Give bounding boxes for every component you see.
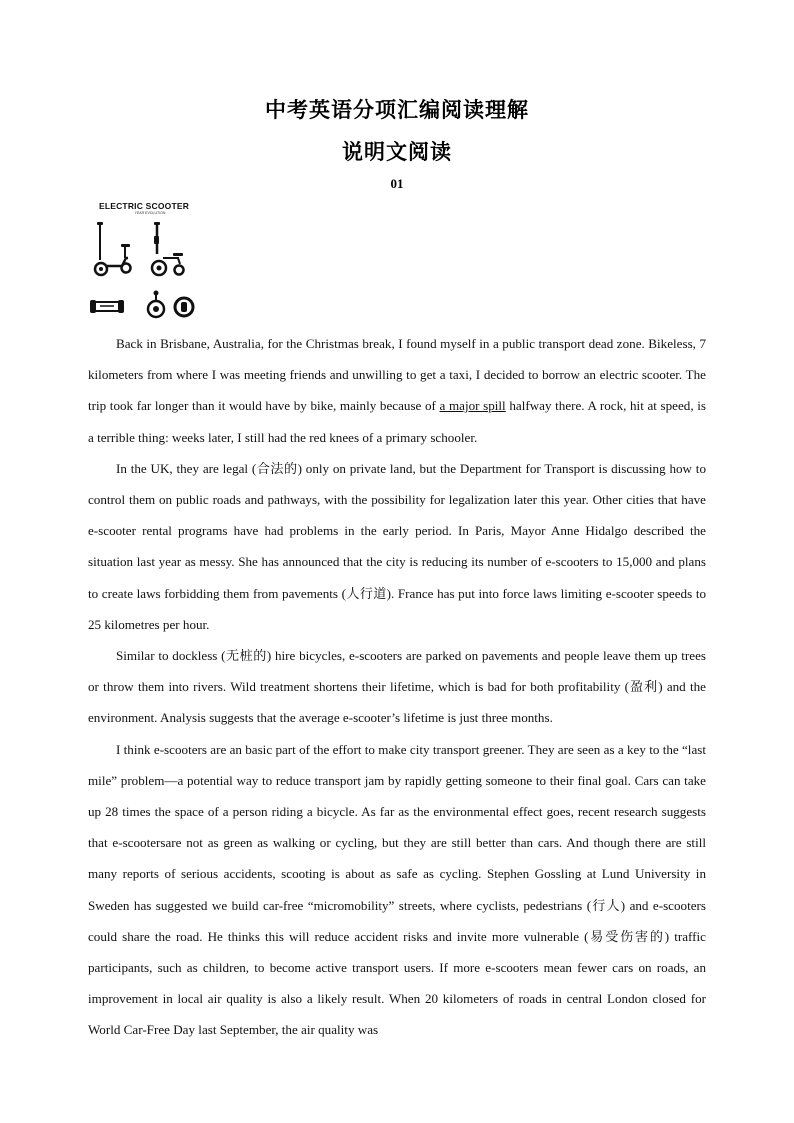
document-title: 中考英语分项汇编阅读理解 [265,97,529,122]
section-number: 01 [390,176,404,191]
paragraph-text: Back in Brisbane, Australia, for the Christmas break, I found myself in a public transport dead zone. Bikeless, 7 kilometers from where I was meeting friends and unwilling to get a taxi, I decided to borrow an electric scooter. The trip took far longer than it would have by bike, mainly because of [88,336,706,414]
electric-scooter-illustration [88,198,200,324]
paragraph: Similar to dockless (无桩的) hire bicycles, e-scooters are parked on pavements and people leave them up trees or throw them into rivers. Wild treatment shortens their lifetime, which is bad for both profitability (盈利) and the environment. Analysis suggests that the average e-scooter’s lifetime is just three months. [88,648,706,726]
paragraph: In the UK, they are legal (合法的) only on private land, but the Department for Transport is discussing how to control them on public roads and pathways, with the possibility for legalization later this year. Other cities that have e-scooter rental programs have had problems in the early period. In Paris, Mayor Anne Hidalgo described the situation last year as messy. She has announced that the city is reducing its number of e-scooters to 15,000 and plans to create laws forbidding them from pavements (人行道). France has put into force laws limiting e-scooter speeds to 25 kilometres per hour. [88,460,706,632]
paragraph-text: halfway there. A rock, hit at speed, is a terrible thing: weeks later, I still had the red knees of a primary schooler. [88,398,706,445]
underlined-phrase: a major spill [439,398,506,414]
paragraph: I think e-scooters are an basic part of the effort to make city transport greener. They are seen as a key to the “last mile” problem—a potential way to reduce transport jam by rapidly getting someone to their final goal. Cars can take up 28 times the space of a person riding a bicycle. As far as the environmental effect goes, recent research suggests that e-scootersare not as green as walking or cycling, but they are still better than cars. And though there are still many reports of serious accidents, scooting is about as safe as cycling. Stephen Gossling at Lund University in Sweden has suggested we build car-free “micromobility” streets, where cyclists, pedestrians (行人) and e-scooters could share the road. He thinks this will reduce accident risks and invite more vulnerable (易受伤害的) traffic participants, such as children, to become active transport users. If more e-scooters mean fewer cars on roads, an improvement in local air quality is also a likely result. When 20 kilometers of roads in central London closed for World Car-Free Day last September, the air quality was [88,741,706,1038]
monowheel-icon [148,291,164,318]
illustration-caption: ELECTRIC SCOOTER [98,201,190,211]
scooter-icon [95,222,131,275]
scooter-icon [152,222,184,275]
unicycle-icon [175,298,193,316]
hoverboard-icon [90,300,124,313]
document-subtitle: 说明文阅读 [342,139,452,164]
article-body [88,328,706,1046]
illustration-subcaption: YEAR EVOLUTION [134,211,166,215]
paragraph [88,328,706,453]
